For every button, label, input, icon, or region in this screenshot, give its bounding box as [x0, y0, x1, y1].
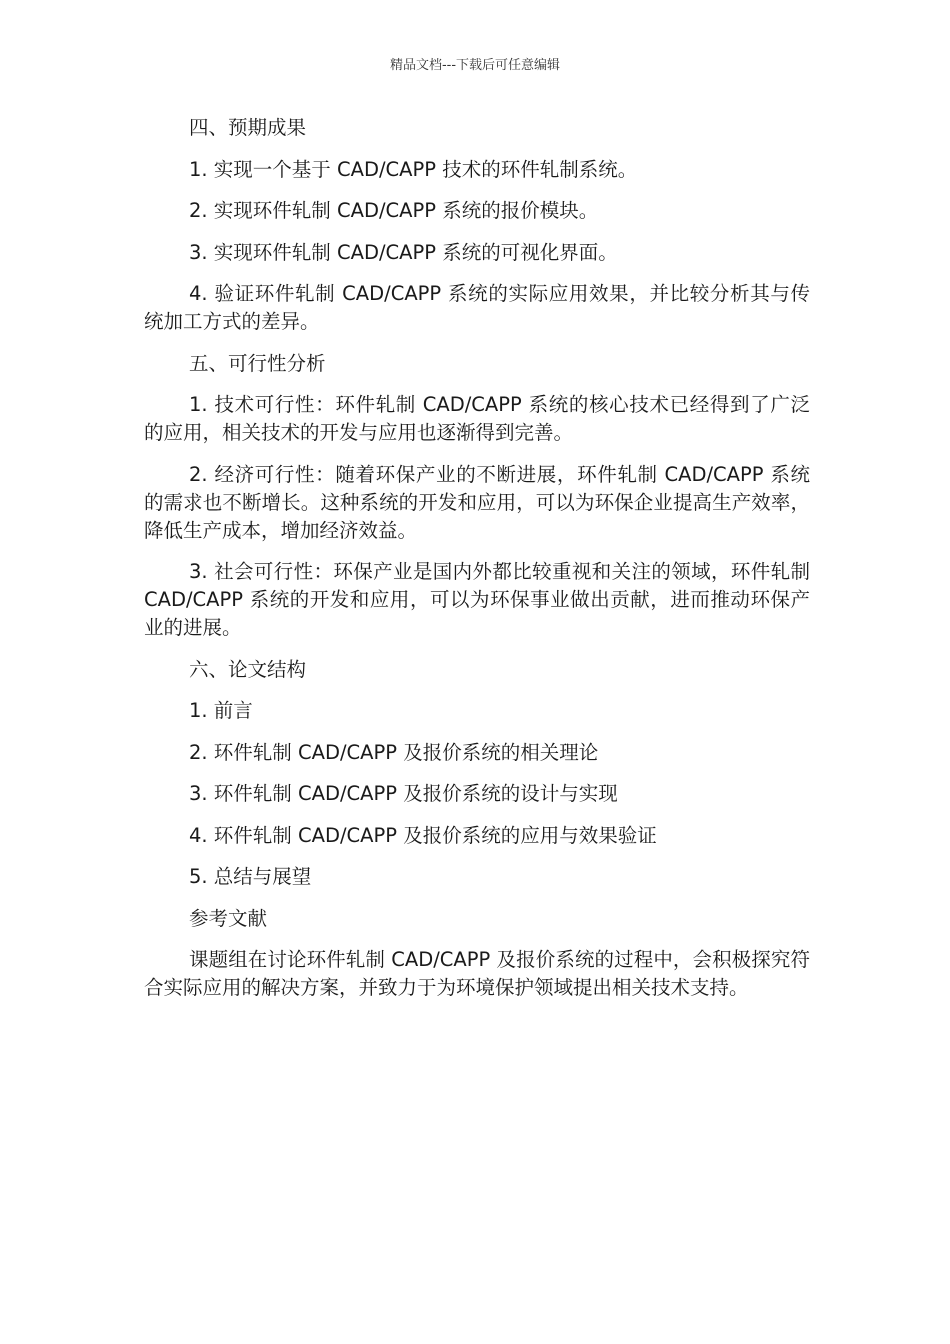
references-heading: 参考文献	[189, 906, 268, 930]
list-item: 3. 实现环件轧制 CAD/CAPP 系统的可视化界面。	[189, 240, 618, 264]
list-item: 5. 总结与展望	[189, 865, 312, 888]
list-item: 3. 环件轧制 CAD/CAPP 及报价系统的设计与实现	[189, 782, 618, 805]
section-heading-thesis-structure: 六、论文结构	[189, 657, 307, 681]
document-body	[144, 114, 810, 1016]
list-item: 2. 经济可行性：随着环保产业的不断进展，环件轧制 CAD/CAPP 系统的需求也不断增长。这种系统的开发和应用，可以为环保企业提高生产效率，降低生产成本，增加经济效益。	[144, 462, 810, 542]
section-heading-feasibility: 五、可行性分析	[189, 351, 326, 375]
closing-paragraph: 课题组在讨论环件轧制 CAD/CAPP 及报价系统的过程中，会积极探究符合实际应用的解决方案，并致力于为环境保护领域提出相关技术支持。	[144, 948, 810, 999]
list-item: 1. 技术可行性：环件轧制 CAD/CAPP 系统的核心技术已经得到了广泛的应用，相关技术的开发与应用也逐渐得到完善。	[144, 393, 810, 444]
list-item: 2. 环件轧制 CAD/CAPP 及报价系统的相关理论	[189, 740, 599, 764]
list-item: 2. 实现环件轧制 CAD/CAPP 系统的报价模块。	[189, 199, 599, 222]
list-item: 4. 验证环件轧制 CAD/CAPP 系统的实际应用效果，并比较分析其与传统加工方式的差异。	[144, 282, 810, 333]
section-heading-expected-results: 四、预期成果	[189, 116, 307, 139]
list-item: 3. 社会可行性：环保产业是国内外都比较重视和关注的领域，环件轧制 CAD/CAPP 系统的开发和应用，可以为环保事业做出贡献，进而推动环保产业的进展。	[144, 560, 810, 639]
list-item: 1. 实现一个基于 CAD/CAPP 技术的环件轧制系统。	[189, 157, 638, 181]
list-item: 1. 前言	[189, 699, 253, 722]
list-item: 4. 环件轧制 CAD/CAPP 及报价系统的应用与效果验证	[189, 823, 657, 847]
page-header: 精品文档---下载后可任意编辑	[389, 58, 561, 73]
